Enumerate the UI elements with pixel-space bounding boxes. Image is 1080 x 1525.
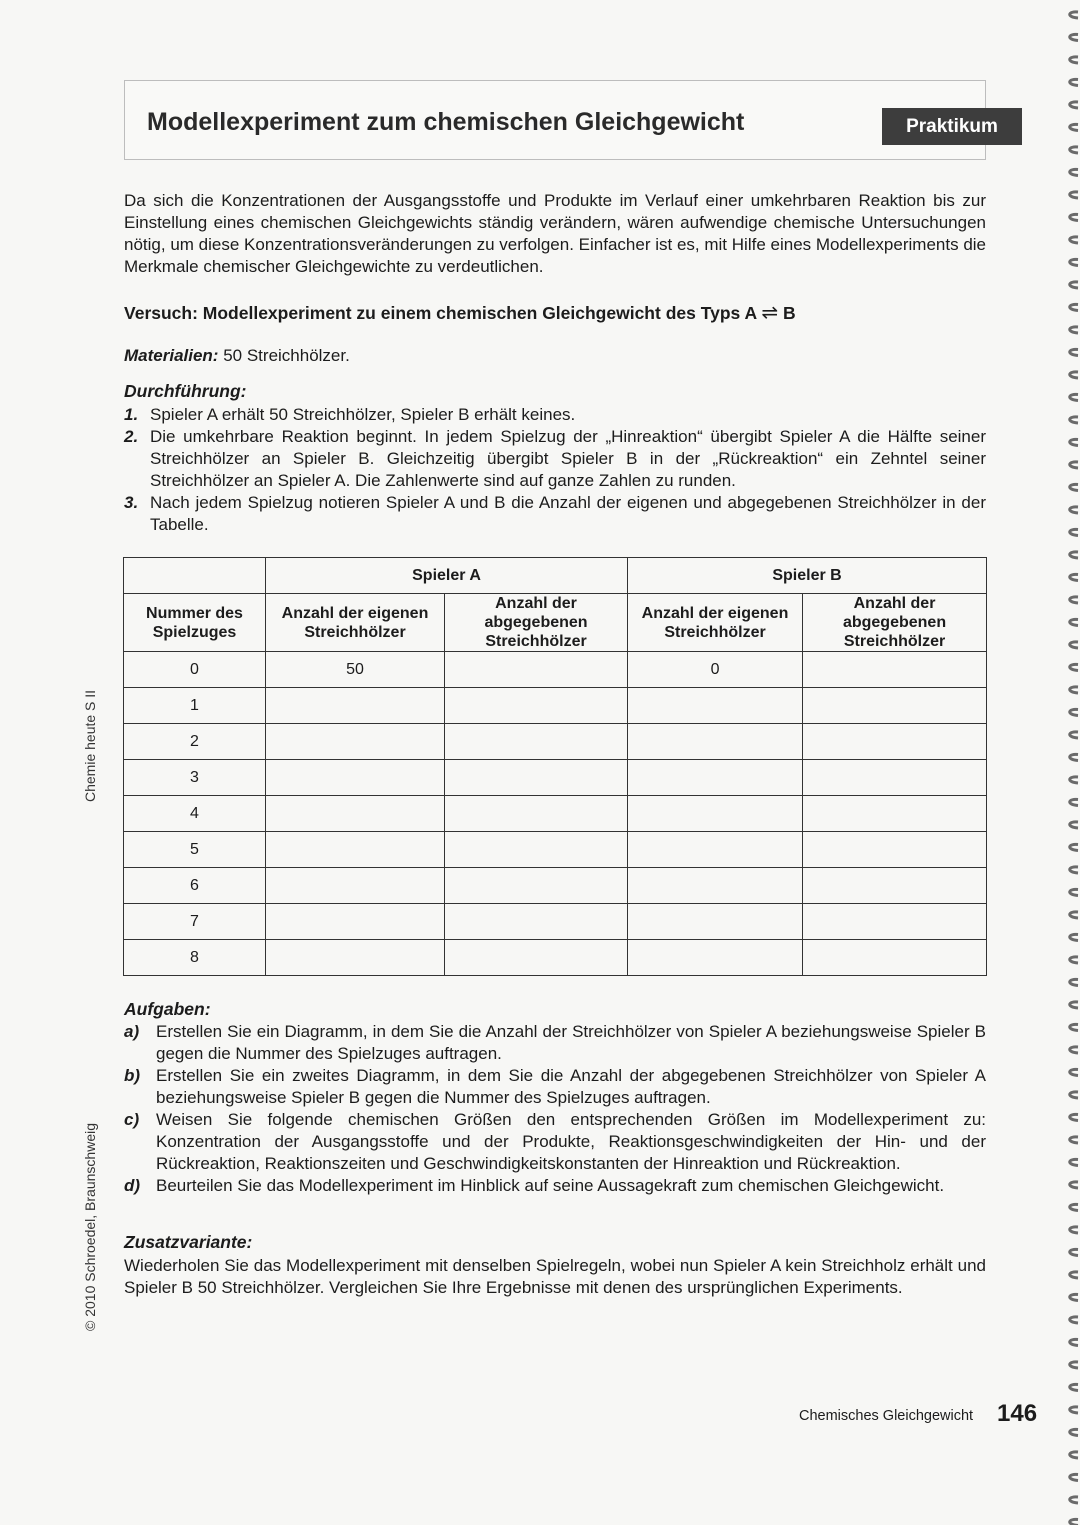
spiral-ring	[1070, 1069, 1078, 1075]
step-number: 2.	[124, 427, 139, 446]
table-cell	[628, 688, 803, 724]
table-row	[124, 652, 987, 688]
spiral-ring	[1070, 1429, 1078, 1435]
spiral-ring	[1070, 259, 1078, 265]
table-cell	[628, 760, 803, 796]
task-text: Weisen Sie folgende chemischen Größen den entsprechenden Größen im Modellexperiment zu: Konzentration der Ausgangsstoffe und der Produkte, Reaktionsgeschwindigkeiten der Hin- und der Rückreaktion, Reaktionszeiten und Geschwindigkeitskonstanten der Hinreaktion und Rückreaktion.	[156, 1110, 986, 1173]
spiral-ring	[1070, 1047, 1078, 1053]
spiral-ring	[1070, 124, 1078, 130]
table-cell	[445, 832, 628, 868]
spiral-ring	[1070, 1474, 1078, 1480]
spiral-ring	[1070, 889, 1078, 895]
table-header-empty	[124, 558, 266, 594]
table-header-b-abgegebene: Anzahl der abgegebenen Streichhölzer	[803, 594, 987, 652]
table-cell	[628, 832, 803, 868]
spiral-ring	[1070, 1024, 1078, 1030]
step-text: Die umkehrbare Reaktion beginnt. In jedem Spielzug der „Hinreaktion“ übergibt Spieler A die Hälfte seiner Streichhölzer an Spieler B. Gleichzeitig übergibt Spieler B in der „Rückreaktion“ ein Zehntel seiner Streichhölzer an Spieler A. Die Zahlenwerte sind auf ganze Zahlen zu runden.	[150, 427, 986, 490]
table-row	[124, 724, 987, 760]
materialien-text: 50 Streichhölzer.	[218, 346, 350, 365]
spiral-ring	[1070, 462, 1078, 468]
step-item	[124, 426, 986, 492]
task-letter: d)	[124, 1176, 141, 1195]
spiral-ring	[1070, 1407, 1078, 1413]
spiral-ring	[1070, 822, 1078, 828]
task-text: Beurteilen Sie das Modellexperiment im Hinblick auf seine Aussagekraft zum chemischen Gleichgewicht.	[156, 1176, 945, 1195]
table-cell: 0	[628, 652, 803, 688]
task-text: Erstellen Sie ein Diagramm, in dem Sie die Anzahl der Streichhölzer von Spieler A beziehungsweise Spieler B gegen die Nummer des Spielzuges auftragen.	[156, 1022, 986, 1063]
spiral-ring	[1070, 484, 1078, 490]
table-cell	[266, 688, 445, 724]
table-cell: 5	[124, 832, 266, 868]
table-cell	[803, 760, 987, 796]
table-cell	[628, 724, 803, 760]
table-cell: 2	[124, 724, 266, 760]
table-cell	[266, 868, 445, 904]
spiral-ring	[1070, 507, 1078, 513]
table-cell	[445, 940, 628, 976]
zusatz-text: Wiederholen Sie das Modellexperiment mit denselben Spielregeln, wobei nun Spieler A kein Streichholz erhält und Spieler B 50 Streichhölzer. Vergleichen Sie Ihre Ergebnisse mit denen des ursprünglichen Experiments.	[124, 1256, 986, 1297]
side-book-title: Chemie heute S II	[82, 689, 98, 802]
table-cell	[266, 904, 445, 940]
table-cell	[803, 868, 987, 904]
spiral-ring	[1070, 282, 1078, 288]
task-item	[124, 1065, 986, 1109]
task-letter: c)	[124, 1110, 140, 1129]
versuch-suffix: B	[782, 303, 796, 323]
table-header-a-abgegebene: Anzahl der abgegebenen Streichhölzer	[445, 594, 628, 652]
spiral-ring	[1070, 957, 1078, 963]
spiral-ring	[1070, 102, 1078, 108]
spiral-ring	[1070, 754, 1078, 760]
spiral-ring	[1070, 79, 1078, 85]
step-text: Spieler A erhält 50 Streichhölzer, Spieler B erhält keines.	[150, 405, 576, 424]
spiral-ring	[1070, 1294, 1078, 1300]
side-copyright: © 2010 Schroedel, Braunschweig	[82, 1123, 98, 1331]
table-row	[124, 688, 987, 724]
step-item	[124, 404, 986, 426]
spiral-ring	[1070, 439, 1078, 445]
spiral-ring	[1070, 169, 1078, 175]
spiral-binding-icon	[1062, 0, 1080, 1525]
footer-section-title: Chemisches Gleichgewicht	[799, 1408, 974, 1424]
spiral-ring	[1070, 642, 1078, 648]
page-title: Modellexperiment zum chemischen Gleichgewicht	[147, 108, 745, 136]
table-cell	[445, 652, 628, 688]
results-table	[123, 557, 987, 976]
spiral-ring	[1070, 1159, 1078, 1165]
table-cell	[445, 904, 628, 940]
table-cell: 3	[124, 760, 266, 796]
aufgaben-list	[124, 1021, 986, 1197]
table-row	[124, 760, 987, 796]
spiral-ring	[1070, 237, 1078, 243]
materialien	[124, 346, 350, 366]
table-cell	[803, 652, 987, 688]
equilibrium-arrow-icon: ⇌	[761, 302, 779, 324]
spiral-ring	[1070, 912, 1078, 918]
spiral-ring	[1070, 934, 1078, 940]
step-item	[124, 492, 986, 536]
task-item	[124, 1175, 986, 1197]
table-cell: 4	[124, 796, 266, 832]
durchfuehrung-heading: Durchführung:	[124, 381, 247, 401]
spiral-ring	[1070, 57, 1078, 63]
spiral-ring	[1070, 349, 1078, 355]
spiral-ring	[1070, 597, 1078, 603]
spiral-ring	[1070, 372, 1078, 378]
spiral-ring	[1070, 1317, 1078, 1323]
table-cell	[266, 760, 445, 796]
table-cell	[803, 832, 987, 868]
table-cell	[628, 796, 803, 832]
table-row	[124, 868, 987, 904]
spiral-ring	[1070, 1339, 1078, 1345]
spiral-ring	[1070, 799, 1078, 805]
spiral-ring	[1070, 732, 1078, 738]
table-row	[124, 904, 987, 940]
spiral-ring	[1070, 1519, 1078, 1525]
spiral-ring	[1070, 417, 1078, 423]
spiral-ring	[1070, 394, 1078, 400]
step-text: Nach jedem Spielzug notieren Spieler A und B die Anzahl der eigenen und abgegebenen Streichhölzer in der Tabelle.	[150, 493, 986, 534]
table-cell	[803, 688, 987, 724]
table-header-spieler-a: Spieler A	[266, 558, 628, 594]
spiral-ring	[1070, 1114, 1078, 1120]
spiral-ring	[1070, 1137, 1078, 1143]
table-cell: 50	[266, 652, 445, 688]
spiral-ring	[1070, 777, 1078, 783]
table-cell	[266, 940, 445, 976]
durchfuehrung-steps	[124, 404, 986, 536]
spiral-ring	[1070, 1362, 1078, 1368]
spiral-ring	[1070, 1227, 1078, 1233]
table-header-a-eigene: Anzahl der eigenen Streichhölzer	[266, 594, 445, 652]
spiral-ring	[1070, 192, 1078, 198]
table-cell	[803, 940, 987, 976]
spiral-ring	[1070, 1002, 1078, 1008]
spiral-ring	[1070, 214, 1078, 220]
spiral-ring	[1070, 529, 1078, 535]
spiral-ring	[1070, 664, 1078, 670]
spiral-ring	[1070, 574, 1078, 580]
table-cell: 8	[124, 940, 266, 976]
task-item	[124, 1021, 986, 1065]
intro-paragraph: Da sich die Konzentrationen der Ausgangsstoffe und Produkte im Verlauf einer umkehrbaren Reaktion bis zur Einstellung eines chemischen Gleichgewichts ständig verändern, wären aufwendige chemische Untersuchungen nötig, um diese Konzentrationsveränderungen zu verfolgen. Einfacher ist es, mit Hilfe eines Modellexperiments die Merkmale chemischer Gleichgewichte zu verdeutlichen.	[124, 191, 986, 276]
task-text: Erstellen Sie ein zweites Diagramm, in dem Sie die Anzahl der abgegebenen Streichhölzer von Spieler A beziehungsweise Spieler B gegen die Nummer des Spielzuges auftragen.	[156, 1066, 986, 1107]
table-column-header-row	[124, 594, 987, 652]
spiral-ring	[1070, 12, 1078, 18]
table-cell	[803, 796, 987, 832]
spiral-ring	[1070, 709, 1078, 715]
spiral-ring	[1070, 327, 1078, 333]
praktikum-badge: Praktikum	[882, 108, 1022, 145]
spiral-ring	[1070, 687, 1078, 693]
spiral-ring	[1070, 1249, 1078, 1255]
table-row	[124, 832, 987, 868]
table-cell: 1	[124, 688, 266, 724]
spiral-ring	[1070, 844, 1078, 850]
table-cell	[628, 940, 803, 976]
table-header-spieler-b: Spieler B	[628, 558, 987, 594]
table-cell	[266, 724, 445, 760]
table-cell	[803, 724, 987, 760]
spiral-ring	[1070, 1272, 1078, 1278]
table-cell	[628, 904, 803, 940]
spiral-ring	[1070, 1204, 1078, 1210]
versuch-text: Versuch: Modellexperiment zu einem chemischen Gleichgewicht des Typs A	[124, 303, 757, 323]
spiral-ring	[1070, 867, 1078, 873]
step-number: 3.	[124, 493, 139, 512]
spiral-ring	[1070, 979, 1078, 985]
table-row	[124, 940, 987, 976]
spiral-ring	[1070, 1452, 1078, 1458]
table-cell	[445, 688, 628, 724]
step-number: 1.	[124, 405, 139, 424]
table-cell	[445, 868, 628, 904]
table-cell: 7	[124, 904, 266, 940]
spiral-ring	[1070, 1092, 1078, 1098]
table-cell	[266, 796, 445, 832]
table-row	[124, 796, 987, 832]
spiral-ring	[1070, 1497, 1078, 1503]
task-letter: b)	[124, 1066, 141, 1085]
aufgaben-heading: Aufgaben:	[124, 999, 211, 1019]
table-cell	[445, 760, 628, 796]
versuch-heading	[124, 300, 796, 325]
materialien-label: Materialien:	[124, 346, 219, 365]
table-cell	[445, 724, 628, 760]
table-cell: 6	[124, 868, 266, 904]
spiral-ring	[1070, 552, 1078, 558]
spiral-ring	[1070, 619, 1078, 625]
table-cell: 0	[124, 652, 266, 688]
table-header-b-eigene: Anzahl der eigenen Streichhölzer	[628, 594, 803, 652]
page-number: 146	[997, 1400, 1038, 1427]
spiral-ring	[1070, 1182, 1078, 1188]
zusatz-heading: Zusatzvariante:	[124, 1232, 253, 1252]
spiral-ring	[1070, 34, 1078, 40]
table-cell	[266, 832, 445, 868]
task-letter: a)	[124, 1022, 140, 1041]
table-cell	[628, 868, 803, 904]
table-header-spielzug: Nummer des Spielzuges	[124, 594, 266, 652]
spiral-ring	[1070, 147, 1078, 153]
task-item	[124, 1109, 986, 1175]
table-cell	[803, 904, 987, 940]
table-cell	[445, 796, 628, 832]
spiral-ring	[1070, 1384, 1078, 1390]
table-group-header-row	[124, 558, 987, 594]
spiral-ring	[1070, 304, 1078, 310]
